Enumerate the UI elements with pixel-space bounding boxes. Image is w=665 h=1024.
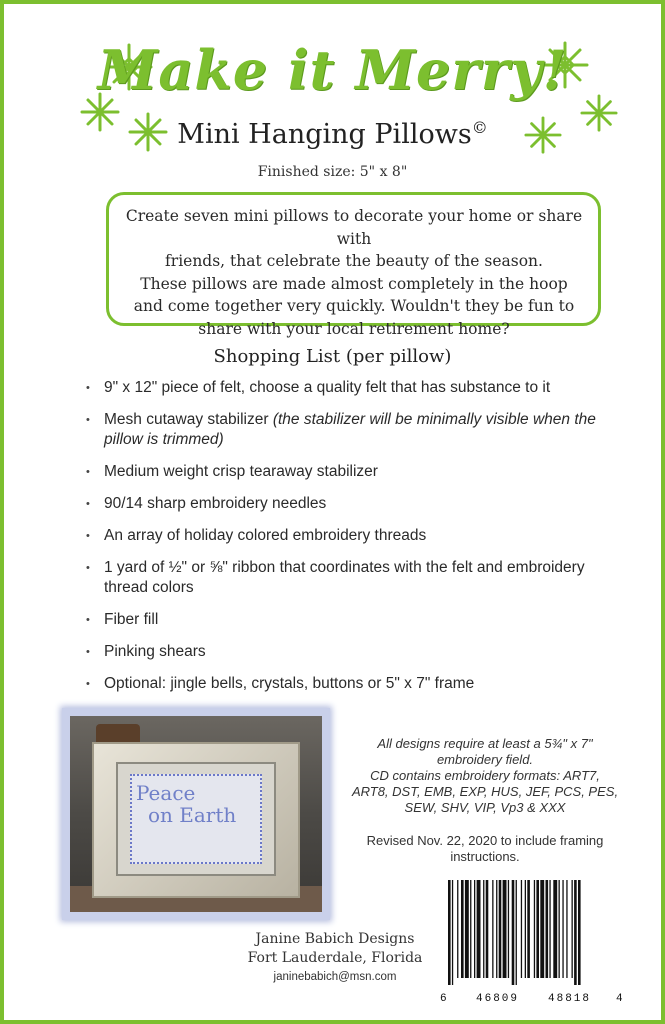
- list-item-note: (the stabilizer will be minimally visible when the pillow is trimmed): [104, 411, 596, 448]
- barcode-bar: [578, 880, 581, 985]
- barcode-bar: [521, 880, 522, 978]
- barcode-bar: [527, 880, 530, 978]
- list-item: [86, 610, 626, 630]
- bullet: •: [86, 414, 90, 426]
- barcode-bar: [465, 880, 469, 978]
- bullet: •: [86, 614, 90, 626]
- company-email: janinebabich@msn.com: [273, 971, 397, 983]
- list-item-text: 9" x 12" piece of felt, choose a quality felt that has substance to it: [104, 379, 551, 396]
- barcode-icon: [440, 880, 625, 985]
- bullet: •: [86, 562, 90, 574]
- barcode-digit-last: 4: [616, 993, 623, 1005]
- bullet: •: [86, 530, 90, 542]
- barcode-group-2: 48818: [548, 993, 592, 1005]
- barcode-bar: [483, 880, 484, 978]
- barcode-bar: [457, 880, 458, 978]
- embroidery-line: Peace: [136, 781, 196, 805]
- list-item-text: An array of holiday colored embroidery threads: [104, 527, 427, 544]
- subtitle-text: Mini Hanging Pillows: [177, 119, 472, 150]
- revision-line: instructions.: [450, 849, 520, 864]
- barcode-bar: [496, 880, 497, 978]
- barcode-bar: [452, 880, 453, 985]
- bullet: •: [86, 382, 90, 394]
- list-item-text: 1 yard of ½" or ⅝" ribbon that coordinates with the felt and embroidery thread colors: [104, 559, 585, 596]
- list-item: [86, 674, 626, 694]
- requirement-line: CD contains embroidery formats: ART7,: [370, 768, 600, 783]
- subtitle: [0, 118, 665, 150]
- barcode-bar: [477, 880, 481, 978]
- barcode-bar: [508, 880, 509, 978]
- barcode-bar: [470, 880, 471, 978]
- barcode-bar: [562, 880, 563, 978]
- finished-size: Finished size: 5" x 8": [257, 164, 408, 180]
- intro-line: Create seven mini pillows to decorate your home or share with: [125, 207, 583, 248]
- barcode-bar: [574, 880, 577, 985]
- embroidery-line: on Earth: [148, 803, 237, 827]
- barcode-bar: [534, 880, 535, 978]
- intro-text: [110, 205, 598, 340]
- barcode-bar: [572, 880, 573, 978]
- intro-line: and come together very quickly. Wouldn't they be fun to: [133, 297, 575, 315]
- intro-line: These pillows are made almost completely in the hoop: [140, 274, 568, 293]
- framed-pillow-photo: [70, 716, 322, 912]
- intro-line: friends, that celebrate the beauty of the season.: [165, 252, 543, 270]
- design-requirements: [340, 736, 630, 816]
- list-item-text: Fiber fill: [104, 611, 159, 628]
- requirement-line: SEW, SHV, VIP, Vp3 & XXX: [404, 800, 566, 815]
- requirement-line: embroidery field.: [436, 752, 534, 767]
- requirement-line: ART8, DST, EMB, EXP, HUS, JEF, PCS, PES,: [351, 784, 619, 799]
- bullet: •: [86, 498, 90, 510]
- barcode-bar: [525, 880, 526, 978]
- bullet: •: [86, 678, 90, 690]
- barcode-bar: [461, 880, 464, 978]
- page-title: Make it Merry!: [97, 38, 568, 102]
- company-name: Janine Babich Designs: [255, 931, 415, 947]
- barcode-bar: [516, 880, 517, 985]
- shopping-list-title: Shopping List (per pillow): [213, 346, 452, 367]
- barcode-digit-first: 6: [440, 993, 447, 1005]
- company-location: Fort Lauderdale, Florida: [247, 950, 423, 966]
- barcode-bar: [474, 880, 475, 978]
- barcode-bar: [448, 880, 451, 985]
- barcode-bar: [540, 880, 544, 978]
- barcode-bar: [566, 880, 567, 978]
- list-item-text: Mesh cutaway stabilizer: [104, 411, 273, 428]
- barcode-bar: [549, 880, 550, 978]
- list-item-text: Pinking shears: [104, 643, 206, 660]
- barcode-bar: [492, 880, 493, 978]
- embroidery-caption: [136, 782, 260, 826]
- list-item: [86, 494, 626, 514]
- list-item-text: Medium weight crisp tearaway stabilizer: [104, 463, 378, 480]
- barcode-bar: [559, 880, 560, 978]
- shopping-list: [86, 378, 626, 706]
- intro-line: share with your local retirement home?: [198, 319, 510, 338]
- list-item: [86, 378, 626, 398]
- list-item: [86, 526, 626, 546]
- bullet: •: [86, 466, 90, 478]
- list-item-text: Optional: jingle bells, crystals, buttons or 5" x 7" frame: [104, 675, 475, 692]
- list-item: [86, 642, 626, 662]
- list-item: [86, 558, 626, 598]
- requirement-line: All designs require at least a 5¾" x 7": [377, 736, 593, 751]
- barcode-bar: [546, 880, 549, 978]
- barcode-bar: [499, 880, 502, 978]
- copyright-mark: ©: [471, 118, 488, 137]
- revision-note: [340, 833, 630, 865]
- list-item: [86, 462, 626, 482]
- barcode-bar: [503, 880, 507, 978]
- barcode-bar: [486, 880, 489, 978]
- barcode-group-1: 46809: [476, 993, 520, 1005]
- list-item-text: 90/14 sharp embroidery needles: [104, 495, 327, 512]
- company-info: [200, 930, 470, 987]
- list-item: [86, 410, 626, 450]
- barcode-bar: [553, 880, 557, 978]
- barcode-bar: [536, 880, 539, 978]
- revision-line: Revised Nov. 22, 2020 to include framing: [366, 833, 604, 848]
- bullet: •: [86, 646, 90, 658]
- barcode-bar: [512, 880, 515, 985]
